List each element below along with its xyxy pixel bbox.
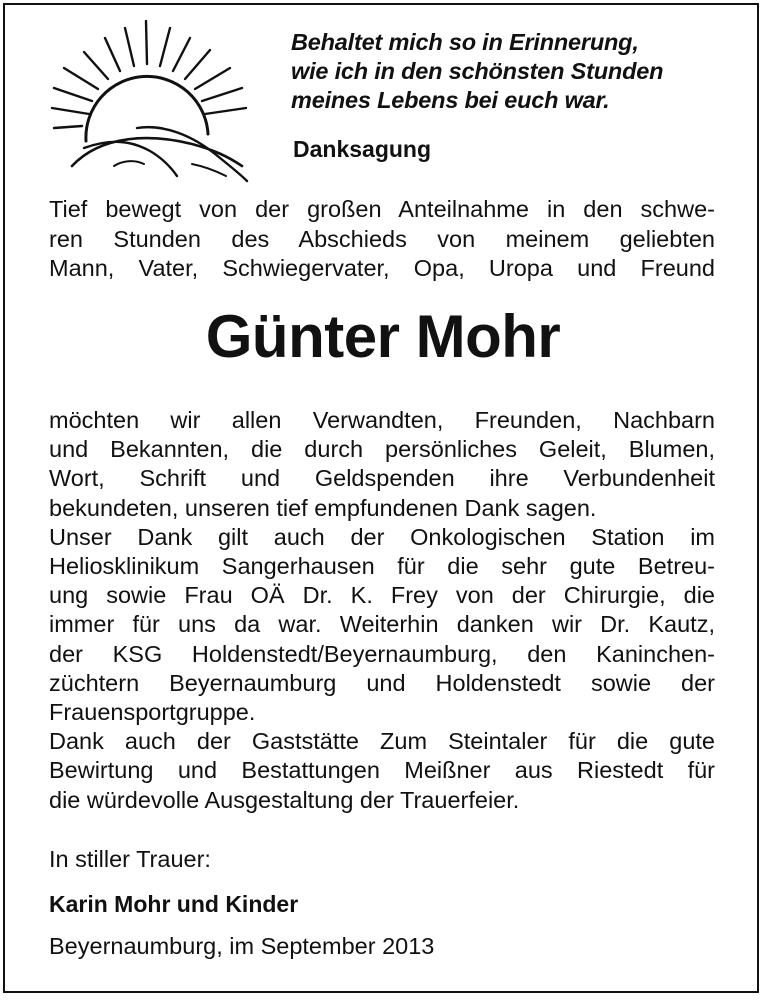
body-line: immer für uns da war. Weiterhin danken wir Dr. Kautz, [49, 611, 715, 638]
danksagung-heading: Danksagung [293, 136, 432, 162]
motto-quote [291, 28, 741, 115]
body-line: der KSG Holdenstedt/Beyernaumburg, den Kaninchen- [49, 640, 715, 667]
intro-line: Mann, Vater, Schwiegervater, Opa, Uropa und Freund [49, 255, 715, 281]
body-line: bekundeten, unseren tief empfundenen Dank sagen. [49, 494, 597, 521]
thanks-paragraph [49, 406, 715, 815]
body-line: und Bekannten, die durch persönliches Geleit, Blumen, [49, 436, 715, 463]
body-line: züchtern Beyernaumburg und Holdenstedt sowie der [49, 669, 715, 696]
signature: Karin Mohr und Kinder [49, 891, 299, 917]
intro-line: ren Stunden des Abschieds von meinem geliebten [49, 225, 715, 252]
body-line: die würdevolle Ausgestaltung der Trauerfeier. [49, 786, 520, 813]
motto-line: meines Lebens bei euch war. [291, 87, 610, 113]
body-line: Frauensportgruppe. [49, 699, 256, 726]
body-line: ung sowie Frau OÄ Dr. K. Frey von der Chirurgie, die [49, 582, 715, 609]
intro-line: Tief bewegt von der großen Anteilnahme in den schwe- [49, 196, 715, 222]
closing-phrase: In stiller Trauer: [49, 846, 211, 872]
body-line: möchten wir allen Verwandten, Freunden, Nachbarn [49, 407, 715, 433]
intro-paragraph [49, 195, 715, 284]
deceased-name: Günter Mohr [205, 303, 561, 370]
motto-line: wie ich in den schönsten Stunden [291, 58, 664, 84]
place-date: Beyernaumburg, im September 2013 [49, 933, 435, 959]
body-line: Dank auch der Gaststätte Zum Steintaler für die gute [49, 728, 715, 755]
body-line: Wort, Schrift und Geldspenden ihre Verbundenheit [49, 465, 715, 492]
body-line: Heliosklinikum Sangerhausen für die sehr gute Betreu- [49, 553, 715, 580]
motto-line: Behaltet mich so in Erinnerung, [291, 29, 639, 55]
body-line: Unser Dank gilt auch der Onkologischen Station im [49, 523, 715, 550]
sunset-hills-icon [42, 16, 252, 186]
body-line: Bewirtung und Bestattungen Meißner aus Riestedt für [49, 757, 715, 784]
